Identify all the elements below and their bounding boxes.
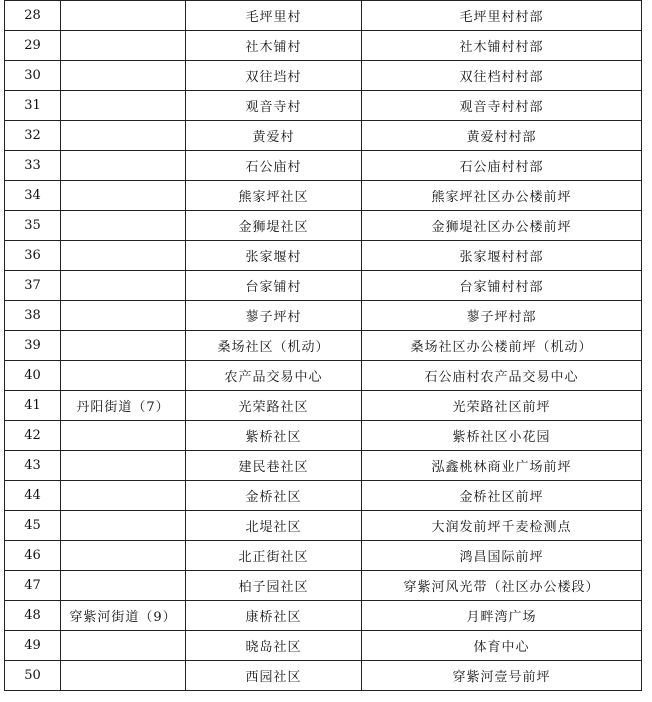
street-cell [61, 571, 186, 601]
location-cell: 穿紫河壹号前坪 [362, 661, 642, 691]
community-cell: 熊家坪社区 [186, 181, 362, 211]
location-cell: 鸿昌国际前坪 [362, 541, 642, 571]
row-number-cell: 29 [5, 31, 61, 61]
table-row [5, 241, 642, 271]
community-cell: 建民巷社区 [186, 451, 362, 481]
community-cell: 西园社区 [186, 661, 362, 691]
location-cell: 泓鑫桃林商业广场前坪 [362, 451, 642, 481]
community-cell: 紫桥社区 [186, 421, 362, 451]
community-cell: 金桥社区 [186, 481, 362, 511]
community-cell: 社木铺村 [186, 31, 362, 61]
community-cell: 观音寺村 [186, 91, 362, 121]
street-cell [61, 31, 186, 61]
street-cell [61, 271, 186, 301]
community-cell: 金狮堤社区 [186, 211, 362, 241]
table-row [5, 511, 642, 541]
location-cell: 张家堰村村部 [362, 241, 642, 271]
table-row [5, 571, 642, 601]
table-row [5, 301, 642, 331]
table-row [5, 211, 642, 241]
row-number-cell: 45 [5, 511, 61, 541]
location-cell: 金狮堤社区办公楼前坪 [362, 211, 642, 241]
row-number-cell: 40 [5, 361, 61, 391]
location-cell: 毛坪里村村部 [362, 1, 642, 31]
row-number-cell: 30 [5, 61, 61, 91]
street-cell [61, 661, 186, 691]
location-cell: 熊家坪社区办公楼前坪 [362, 181, 642, 211]
street-cell [61, 301, 186, 331]
community-cell: 蓼子坪村 [186, 301, 362, 331]
table-row [5, 421, 642, 451]
street-cell [61, 331, 186, 361]
community-cell: 黄爱村 [186, 121, 362, 151]
table-row [5, 121, 642, 151]
testing-sites-table [4, 0, 642, 691]
table-row [5, 271, 642, 301]
street-cell [61, 211, 186, 241]
street-cell: 丹阳街道（7） [61, 391, 186, 421]
community-cell: 台家铺村 [186, 271, 362, 301]
community-cell: 北堤社区 [186, 511, 362, 541]
community-cell: 毛坪里村 [186, 1, 362, 31]
location-cell: 黄爱村村部 [362, 121, 642, 151]
row-number-cell: 36 [5, 241, 61, 271]
table-row [5, 631, 642, 661]
location-cell: 月畔湾广场 [362, 601, 642, 631]
table-row [5, 181, 642, 211]
community-cell: 双往垱村 [186, 61, 362, 91]
community-cell: 柏子园社区 [186, 571, 362, 601]
row-number-cell: 44 [5, 481, 61, 511]
row-number-cell: 28 [5, 1, 61, 31]
table-row [5, 331, 642, 361]
row-number-cell: 49 [5, 631, 61, 661]
location-cell: 桑场社区办公楼前坪（机动） [362, 331, 642, 361]
table-row [5, 361, 642, 391]
street-cell [61, 631, 186, 661]
row-number-cell: 37 [5, 271, 61, 301]
community-cell: 北正街社区 [186, 541, 362, 571]
row-number-cell: 46 [5, 541, 61, 571]
location-cell: 石公庙村农产品交易中心 [362, 361, 642, 391]
row-number-cell: 34 [5, 181, 61, 211]
location-cell: 双往档村村部 [362, 61, 642, 91]
location-cell: 石公庙村村部 [362, 151, 642, 181]
street-cell [61, 91, 186, 121]
location-cell: 金桥社区前坪 [362, 481, 642, 511]
community-cell: 石公庙村 [186, 151, 362, 181]
table-row [5, 151, 642, 181]
table-row [5, 61, 642, 91]
row-number-cell: 39 [5, 331, 61, 361]
row-number-cell: 47 [5, 571, 61, 601]
row-number-cell: 31 [5, 91, 61, 121]
table-body [5, 1, 642, 691]
table-row [5, 91, 642, 121]
location-cell: 紫桥社区小花园 [362, 421, 642, 451]
community-cell: 晓岛社区 [186, 631, 362, 661]
row-number-cell: 48 [5, 601, 61, 631]
street-cell [61, 151, 186, 181]
table-row [5, 1, 642, 31]
street-cell [61, 1, 186, 31]
location-cell: 大润发前坪千麦检测点 [362, 511, 642, 541]
street-cell [61, 451, 186, 481]
table-row [5, 31, 642, 61]
row-number-cell: 41 [5, 391, 61, 421]
community-cell: 光荣路社区 [186, 391, 362, 421]
table-row [5, 661, 642, 691]
street-cell [61, 421, 186, 451]
row-number-cell: 43 [5, 451, 61, 481]
table-row [5, 541, 642, 571]
street-cell [61, 481, 186, 511]
location-cell: 台家铺村村部 [362, 271, 642, 301]
table-row [5, 481, 642, 511]
row-number-cell: 42 [5, 421, 61, 451]
street-cell [61, 61, 186, 91]
street-cell [61, 511, 186, 541]
location-cell: 体育中心 [362, 631, 642, 661]
street-cell: 穿紫河街道（9） [61, 601, 186, 631]
location-cell: 穿紫河风光带（社区办公楼段） [362, 571, 642, 601]
street-cell [61, 181, 186, 211]
location-cell: 光荣路社区前坪 [362, 391, 642, 421]
row-number-cell: 50 [5, 661, 61, 691]
community-cell: 康桥社区 [186, 601, 362, 631]
location-cell: 观音寺村村部 [362, 91, 642, 121]
community-cell: 张家堰村 [186, 241, 362, 271]
street-cell [61, 361, 186, 391]
street-cell [61, 241, 186, 271]
community-cell: 桑场社区（机动） [186, 331, 362, 361]
row-number-cell: 35 [5, 211, 61, 241]
row-number-cell: 33 [5, 151, 61, 181]
community-cell: 农产品交易中心 [186, 361, 362, 391]
street-cell [61, 121, 186, 151]
location-cell: 社木铺村村部 [362, 31, 642, 61]
street-cell [61, 541, 186, 571]
table-row [5, 391, 642, 421]
table-row [5, 451, 642, 481]
row-number-cell: 38 [5, 301, 61, 331]
row-number-cell: 32 [5, 121, 61, 151]
table-row [5, 601, 642, 631]
location-cell: 蓼子坪村部 [362, 301, 642, 331]
